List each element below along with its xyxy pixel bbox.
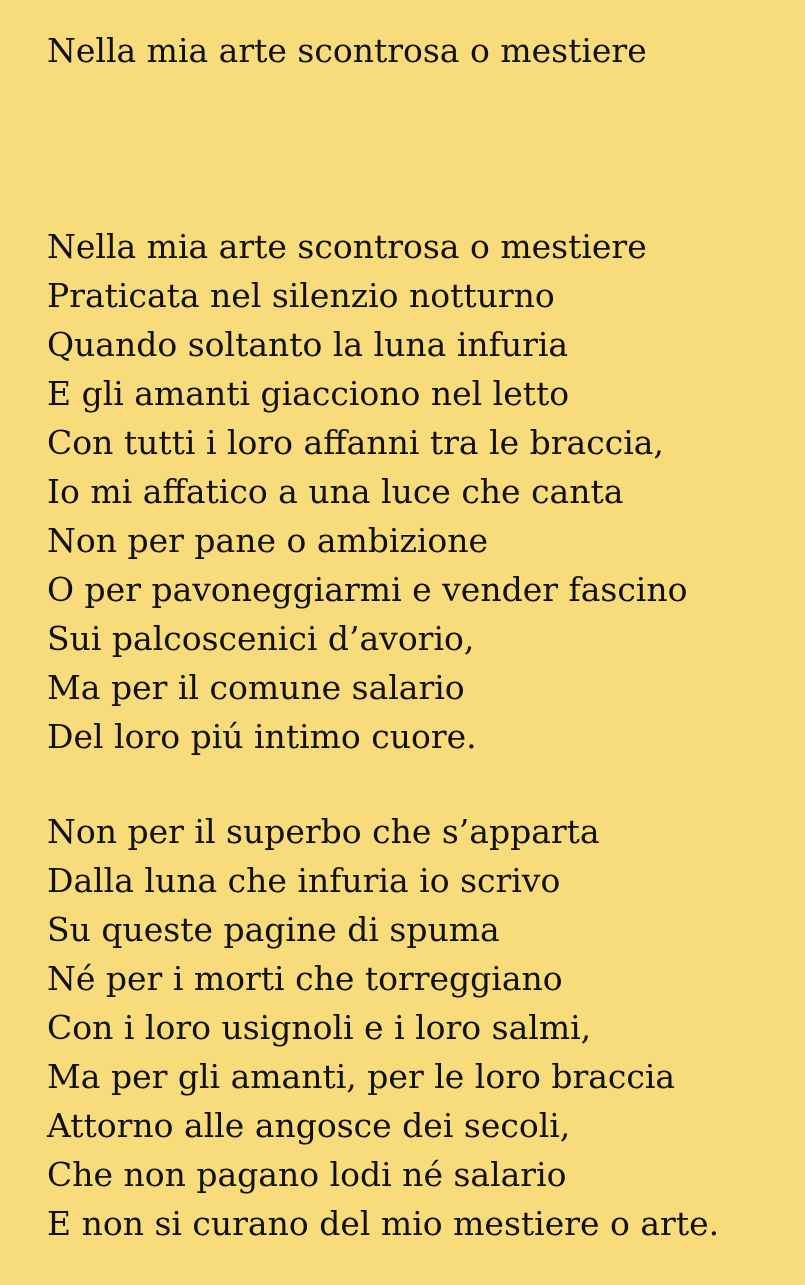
verse-line: Con tutti i loro affanni tra le braccia, — [47, 423, 664, 462]
verse-line: Sui palcoscenici d’avorio, — [47, 619, 475, 658]
verse-line: Con i loro usignoli e i loro salmi, — [47, 1008, 592, 1047]
verse-line: Che non pagano lodi né salario — [47, 1155, 567, 1194]
verse-line: Ma per il comune salario — [47, 668, 465, 707]
verse-line: Praticata nel silenzio notturno — [47, 276, 555, 315]
verse-line: Io mi affatico a una luce che canta — [47, 472, 624, 511]
verse-line: Quando soltanto la luna infuria — [47, 325, 569, 364]
verse-line: Attorno alle angosce dei secoli, — [47, 1106, 571, 1145]
verse-line: O per pavoneggiarmi e vender fascino — [47, 570, 688, 609]
stanza-1 — [47, 222, 688, 761]
verse-line: Non per pane o ambizione — [47, 521, 489, 560]
verse-line: E non si curano del mio mestiere o arte. — [47, 1204, 720, 1243]
verse-line: Su queste pagine di spuma — [47, 910, 500, 949]
verse-line: Dalla luna che infuria io scrivo — [47, 861, 561, 900]
verse-line: E gli amanti giacciono nel letto — [47, 374, 570, 413]
verse-line: Non per il superbo che s’apparta — [47, 812, 600, 851]
verse-line: Nella mia arte scontrosa o mestiere — [47, 227, 647, 266]
verse-line: Ma per gli amanti, per le loro braccia — [47, 1057, 676, 1096]
poem-title: Nella mia arte scontrosa o mestiere — [47, 31, 647, 70]
stanza-2 — [47, 807, 719, 1248]
verse-line: Né per i morti che torreggiano — [47, 959, 563, 998]
verse-line: Del loro piú intimo cuore. — [47, 717, 477, 756]
